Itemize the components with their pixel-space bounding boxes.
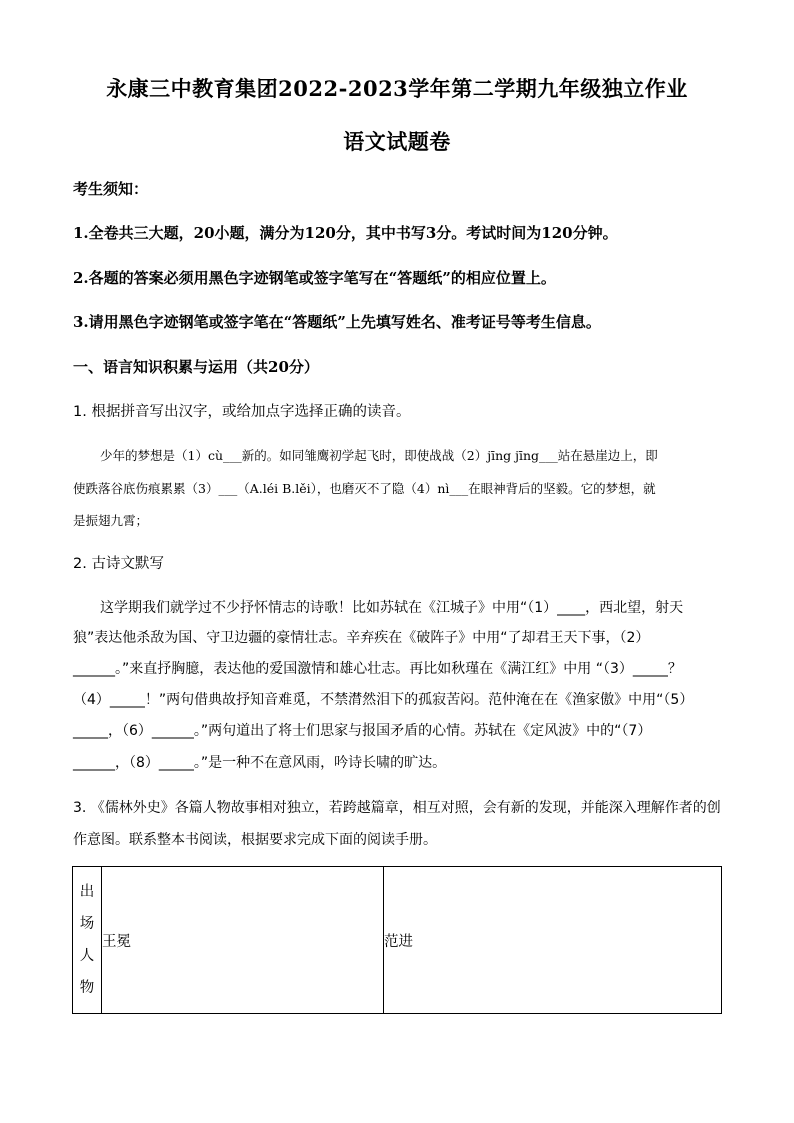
row-label-cell [73,867,102,1014]
table-row [73,867,722,1014]
notice-item-2: 2.各题的答案必须用黑色字迹钢笔或签字笔写在“答题纸”的相应位置上。 [73,269,556,287]
exam-subtitle: 语文试题卷 [343,129,451,154]
question-1-line: 使跌落谷底伤痕累累（3）___（A.léi B.lěi），也磨灭不了隐（4）nì___在眼神背后的坚毅。它的梦想，就 [73,481,656,496]
notice-item-3: 3.请用黑色字迹钢笔或签字笔在“答题纸”上先填写姓名、准考证号等考生信息。 [73,313,601,331]
section-heading: 一、语言知识积累与运用（共20分） [73,358,319,376]
row-label-char: 人 [79,948,95,964]
row-label-char: 物 [79,980,95,996]
question-2-line: ______。”来直抒胸臆，表达他的爱国激情和雄心壮志。再比如秋瑾在《满江红》中用 “（3）_____？ [73,661,682,677]
question-2-line: _____，（6）______。”两句道出了将士们思家与报国矛盾的心情。苏轼在《定风波》中的“（7） [73,723,652,739]
question-2-prompt: 2. 古诗文默写 [73,556,164,572]
row-label-char: 出 [79,884,95,900]
question-2-line: 这学期我们就学过不少抒怀情志的诗歌！比如苏轼在《江城子》中用“（1）____，西北望，射天 [100,600,684,616]
notice-item-1: 1.全卷共三大题，20小题，满分为120分，其中书写3分。考试时间为120分钟。 [73,224,618,242]
notice-heading: 考生须知： [73,180,149,198]
question-2-line: （4）_____！”两句借典故抒知音难觅，不禁潸然泪下的孤寂苦闷。范仲淹在在《渔家傲》中用“（5） [73,692,694,708]
row-label-char: 场 [79,916,95,932]
question-1-line: 是振翅九霄； [73,513,149,528]
character-cell-fanjin: 范进 [384,867,722,1014]
reading-handbook-table [72,866,722,1014]
exam-title: 永康三中教育集团2022-2023学年第二学期九年级独立作业 [106,76,688,101]
question-3-prompt: 3. 《儒林外史》各篇人物故事相对独立，若跨越篇章，相互对照，会有新的发现，并能深入理解作者的创 [73,800,721,816]
question-2-line: 狼”表达他杀敌为国、守卫边疆的豪情壮志。辛弃疾在《破阵子》中用“了却君王天下事，（2） [73,630,650,646]
question-3-prompt: 作意图。联系整本书阅读，根据要求完成下面的阅读手册。 [73,832,437,848]
question-1-line: 少年的梦想是（1）cù___新的。如同雏鹰初学起飞时，即使战战（2）jīng jīng___站在悬崖边上，即 [100,448,658,463]
character-cell-wangmian: 王冕 [102,867,384,1014]
question-1-prompt: 1. 根据拼音写出汉字，或给加点字选择正确的读音。 [73,404,411,420]
question-2-line: ______，（8）_____。”是一种不在意风雨，吟诗长啸的旷达。 [73,755,447,771]
